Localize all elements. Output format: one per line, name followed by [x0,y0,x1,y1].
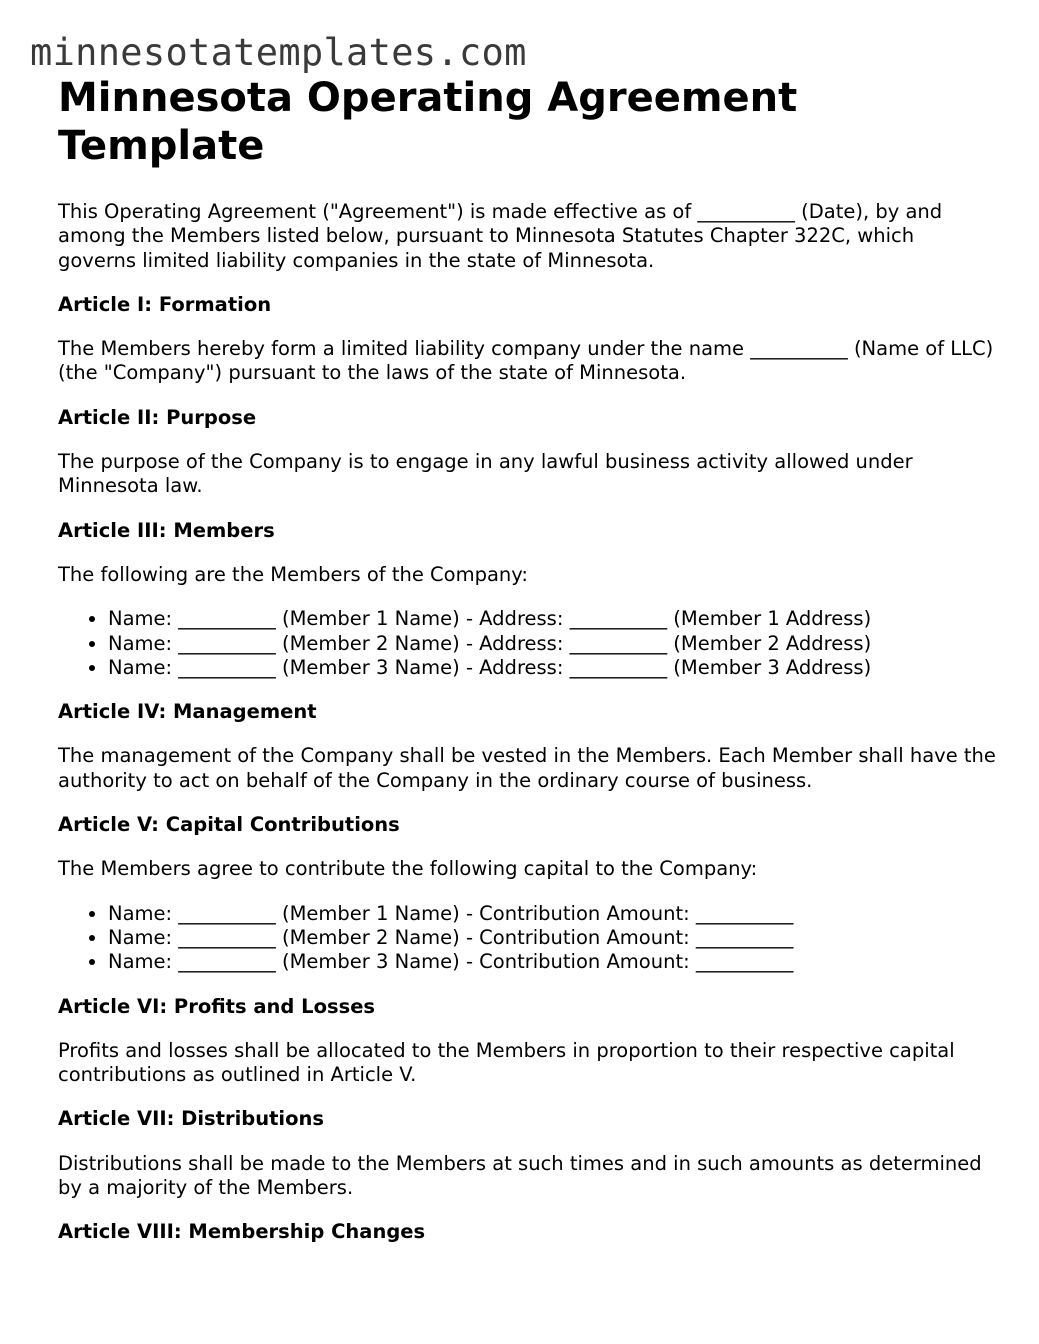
article-8-heading: Article VIII: Membership Changes [58,1220,426,1244]
article-6-text: Profits and losses shall be allocated to the Members in proportion to their respective capital contributions as outlined in Article V. [58,1038,955,1087]
list-item: • Name: __________ (Member 1 Name) - Contribution Amount: __________ [108,902,998,926]
article-5-text: The Members agree to contribute the following capital to the Company: [58,857,758,881]
article-3-heading: Article III: Members [58,518,275,542]
article-4-heading: Article IV: Management [58,700,317,724]
article-6-heading: Article VI: Profits and Losses [58,994,376,1018]
list-item: • Name: __________ (Member 3 Name) - Contribution Amount: __________ [108,950,998,974]
site-watermark: minnesotatemplates.com [30,31,527,74]
article-4-text: The management of the Company shall be vested in the Members. Each Member shall have the authority to act on behalf of the Company in the ordinary course of business. [58,744,996,792]
list-item: • Name: __________ (Member 2 Name) - Address: __________ (Member 2 Address) [108,632,998,656]
members-list [58,607,998,680]
article-2-heading: Article II: Purpose [58,405,257,429]
article-2-text: The purpose of the Company is to engage in any lawful business activity allowed under Minnesota law. [58,450,913,498]
document-body [58,74,998,1265]
article-7-heading: Article VII: Distributions [58,1107,324,1131]
article-1-heading: Article I: Formation [58,292,272,316]
list-item: • Name: __________ (Member 1 Name) - Address: __________ (Member 1 Address) [108,607,998,631]
intro-paragraph: This Operating Agreement ("Agreement") is made effective as of __________ (Date), by and among the Members listed below, pursuant to Minnesota Statutes Chapter 322C, which governs limited liability companies in the state of Minnesota. [58,200,943,272]
article-1-text: The Members hereby form a limited liability company under the name __________ (Name of LLC) (the "Company") pursuant to the laws of the state of Minnesota. [58,337,994,385]
article-5-heading: Article V: Capital Contributions [58,813,400,837]
contributions-list [58,902,998,975]
article-3-text: The following are the Members of the Company: [58,562,528,586]
document-title: Minnesota Operating Agreement Template [58,75,798,169]
list-item: • Name: __________ (Member 3 Name) - Address: __________ (Member 3 Address) [108,656,998,680]
list-item: • Name: __________ (Member 2 Name) - Contribution Amount: __________ [108,926,998,950]
article-7-text: Distributions shall be made to the Members at such times and in such amounts as determined by a majority of the Members. [58,1151,982,1200]
